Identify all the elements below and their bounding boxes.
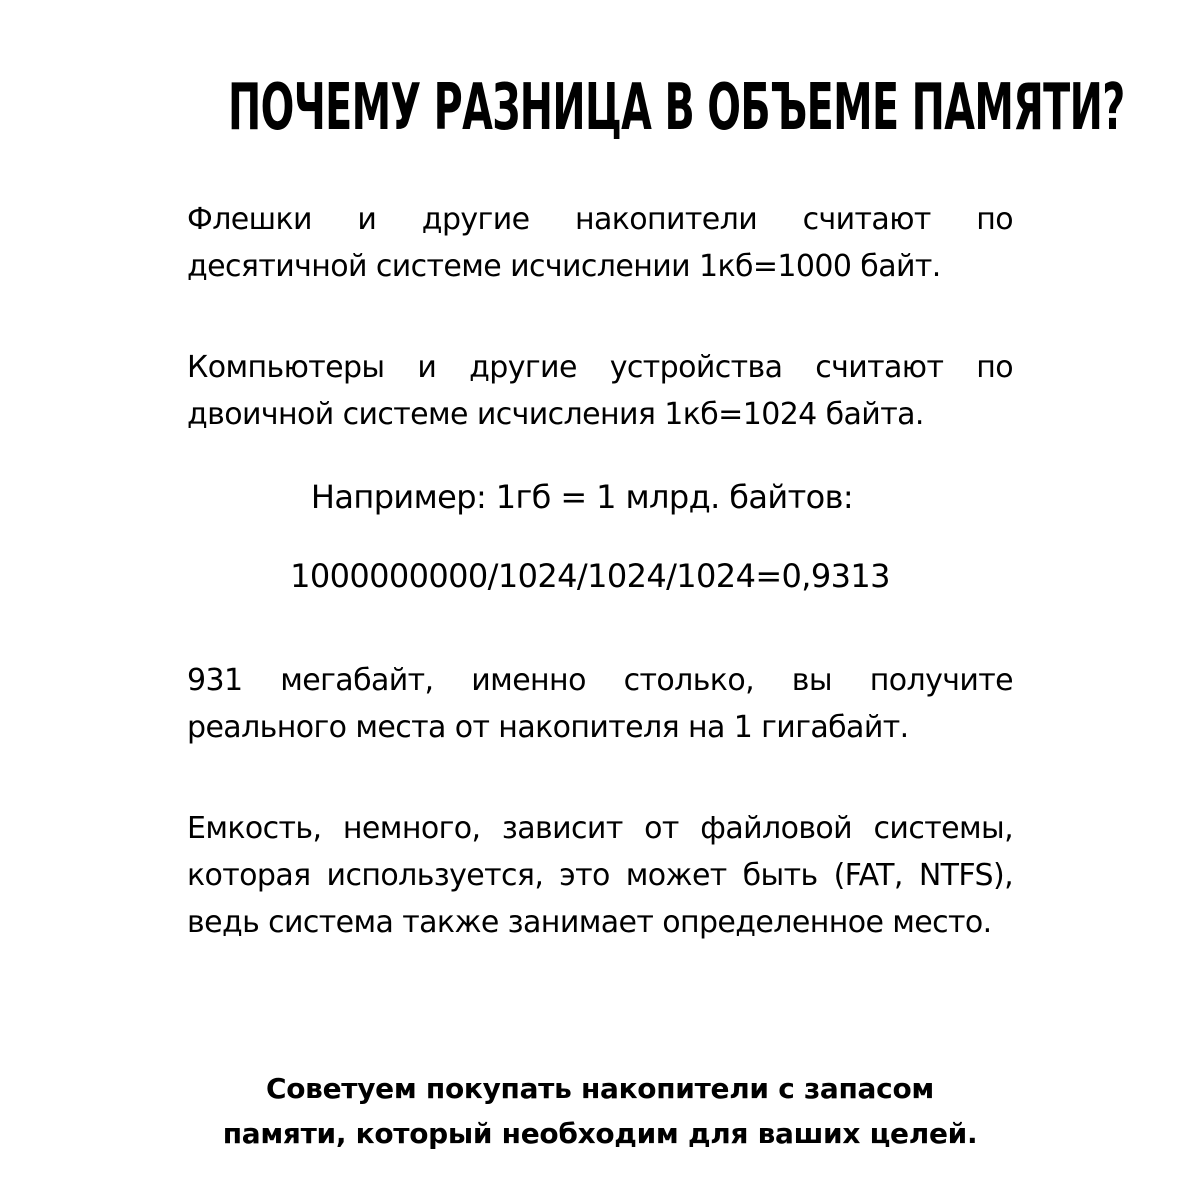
paragraph-filesystem: Емкость, немного, зависит от файловой системы, которая используется, это может быть (FAT, NTFS), ведь система также занимает определенное место. — [187, 811, 1013, 940]
page-title: ПОЧЕМУ РАЗНИЦА В ОБЪЕМЕ ПАМЯТИ? — [228, 71, 1125, 145]
formula-line: 1000000000/1024/1024/1024=0,9313 — [290, 557, 890, 595]
paragraph-flash-drives: Флешки и другие накопители считают по десятичной системе исчислении 1кб=1000 байт. — [187, 202, 1013, 284]
advice-line-1: Советуем покупать накопители с запасом — [266, 1072, 934, 1105]
advice-line-2: памяти, который необходим для ваших целей. — [222, 1117, 978, 1150]
advice-block — [0, 1066, 1200, 1156]
paragraph-result: 931 мегабайт, именно столько, вы получите реального места от накопителя на 1 гигабайт. — [187, 663, 1013, 745]
example-line: Например: 1гб = 1 млрд. байтов: — [310, 478, 854, 516]
paragraph-computers: Компьютеры и другие устройства считают по двоичной системе исчисления 1кб=1024 байта. — [187, 350, 1013, 432]
